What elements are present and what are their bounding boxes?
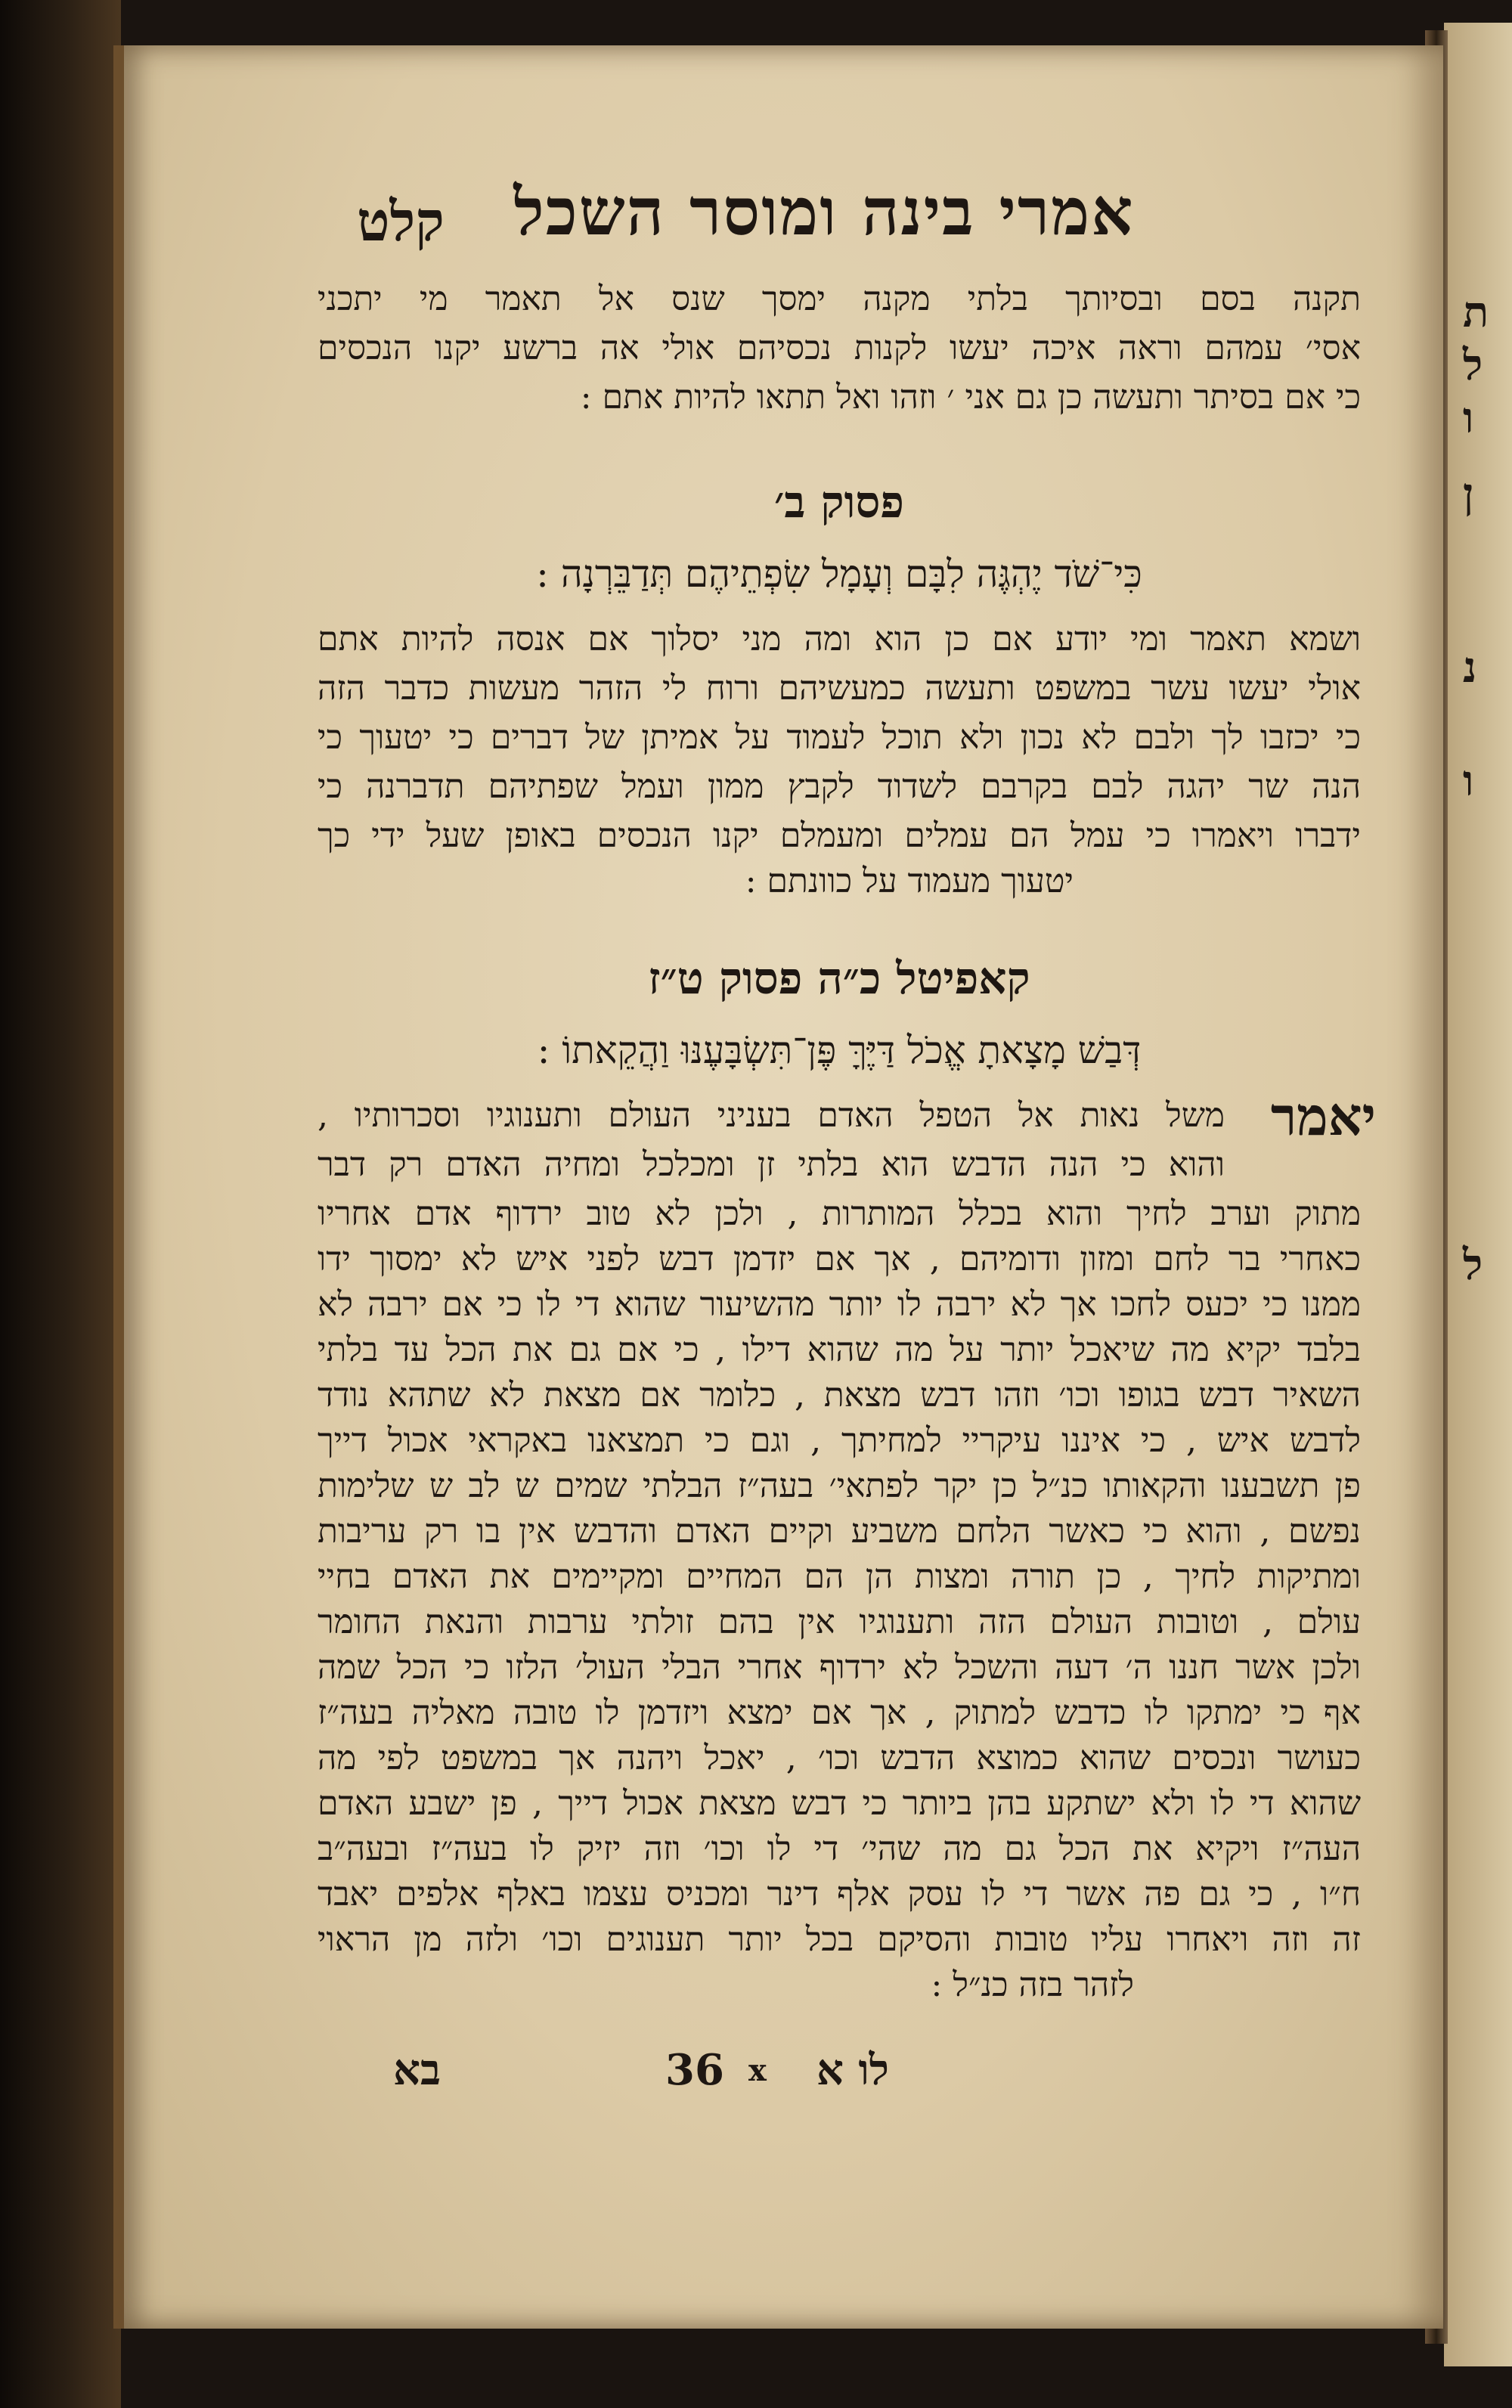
commentary-line: העה״ז ויקיא את הכל גם מה שהי׳ די לו וכו׳ וזה יזיק לו בעה״ז ובעה״ב (318, 1830, 1361, 1868)
commentary-line: ממנו כי יכעס לחכו אך לא ירבה לו יותר מהשיעור שהוא די לו כי אם ירבה לא (318, 1285, 1361, 1324)
opening-word: יאמר (1270, 1085, 1376, 1148)
catchword: בא (393, 2045, 441, 2095)
signature-mark: לו א (816, 2045, 889, 2095)
commentary-line: לדבש איש , כי איננו עיקריי למחיתך , וגם כי תמצאנו באקראי אכול דייך (318, 1421, 1361, 1460)
facing-page-letter: ל (1463, 1240, 1483, 1290)
commentary-line: בלבד יקיא מה שיאכל יותר על מה שהוא דילו , כי אם גם את הכל עד בלתי (318, 1331, 1361, 1369)
facing-page-letter: ו (1463, 756, 1474, 806)
commentary-line: לזהר בזה כנ״ל : (931, 1966, 1134, 2004)
commentary-line: ולכן אשר חננו ה׳ דעה והשכל לא ירדוף אחרי הבלי העול׳ הלזו כי הכל שמה (318, 1648, 1361, 1687)
folio-number: קלט (357, 189, 445, 253)
commentary-line: פן תשבענו והקאותו כנ״ל כן יקר לפתאי׳ בעה״ז הבלתי שמים ש לב ש שלימות (318, 1467, 1361, 1505)
verse-text: דְּבַשׁ מָצָאתָ אֱכֹל דַּיֶּךָּ פֶּן־תִּשְׂבָּעֶנּוּ וַהֲקֵאתוֹ : (537, 1028, 1142, 1072)
commentary-line: השאיר דבש בגופו וכו׳ וזהו דבש מצאת , כלומר אם מצאת לא שתהא נודד (318, 1376, 1361, 1415)
page-number: 36 (665, 2045, 724, 2095)
commentary-line: ושמא תאמר ומי יודע אם כן הוא ומה מני יסלוך אם אנסה להיות אתם (318, 620, 1361, 659)
commentary-line: ידברו ויאמרו כי עמל הם עמלים ומעמלם יקנו הנכסים באופן שעל ידי כך (318, 817, 1361, 855)
signature-x: x (748, 2053, 767, 2088)
book-spine (0, 0, 121, 2408)
facing-page-letter: ן (1463, 469, 1474, 519)
commentary-line: כי יכזבו לך ולבם לא נכון ולא תוכל לעמוד על אמיתן של דברים כי יטעוך כי (318, 718, 1361, 757)
intro-line: תקנה בסם ובסיותך בלתי מקנה ימסך שנס אל תאמר מי יתכני (318, 280, 1361, 318)
commentary-line: הנה שר יהגה לבם בקרבם לשדוד לקבץ ממון ועמל שפתיהם תדברנה כי (318, 767, 1361, 806)
commentary-line: כעושר ונכסים שהוא כמוצא הדבש וכו׳ , יאכל ויהנה אך במשפט לפי מה (318, 1739, 1361, 1777)
intro-line: כי אם בסיתר ותעשה כן גם אני ׳ וזהו ואל תתאו להיות אתם : (580, 378, 1361, 417)
facing-page-letter: ו (1463, 393, 1474, 443)
commentary-line: נפשם , והוא כי כאשר הלחם משביע וקיים האדם והדבש אין בו רק עריבות (318, 1512, 1361, 1551)
commentary-line: זה וזה ויאחרו עליו טובות והסיקם בכל יותר תענוגים וכו׳ ולזה מן הראוי (318, 1920, 1361, 1959)
verse-text: כִּי־שֹׁד יֶהְגֶּה לִבָּם וְעָמָל שִׂפְתֵיהֶם תְּדַבֵּרְנָה : (536, 552, 1142, 596)
commentary-line: משל נאות אל הטפל האדם בעניני העולם ותענוגיו וסכרותיו , (318, 1096, 1225, 1135)
chapter-heading: קאפיטל כ״ה פסוק ט״ז (648, 953, 1030, 1004)
commentary-line: ח״ו , כי גם פה אשר די לו עסק אלף דינר ומכניס עצמו באלף אלפים יאבד (318, 1875, 1361, 1914)
commentary-line: והוא כי הנה הדבש הוא בלתי זן ומכלכל ומחיה האדם רק דבר (318, 1145, 1225, 1184)
facing-page-letter: ת (1463, 287, 1489, 337)
facing-page-letter: נ (1463, 643, 1477, 693)
commentary-line: ומתיקות לחיך , כן תורה ומצות הן הם המחיים ומקיימים את האדם בחיי (318, 1557, 1361, 1596)
facing-page-letter: ל (1463, 340, 1483, 390)
commentary-line: עולם , וטובות העולם הזה ותענוגיו אין בהם זולתי ערבות והנאת החומר (318, 1603, 1361, 1641)
commentary-line: כאחרי בר לחם ומזון ודומיהם , אך אם יזדמן דבש לפני איש לא ימסוך ידו (318, 1240, 1361, 1278)
running-title: אמרי בינה ומוסר השכל (513, 174, 1135, 250)
section-heading: פסוק ב׳ (774, 476, 904, 528)
commentary-line: שהוא די לו ולא ישתקע בהן ביותר כי דבש מצאת אכול דייך , פן ישבע האדם (318, 1784, 1361, 1823)
intro-line: אסי׳ עמהם וראה איכה יעשו לקנות נכסיהם אולי אה ברשע יקנו הנכסים (318, 329, 1361, 367)
commentary-line: אולי יעשו עשר במשפט ותעשה כמעשיהם ורוח לי הזהר מעשות כדבר הזה (318, 669, 1361, 708)
commentary-line: אף כי ימתקו לו כדבש למתוק , אך אם ימצא ויזדמן לו טובה מאליה בעה״ז (318, 1694, 1362, 1732)
commentary-line: מתוק וערב לחיך והוא בכלל המותרות , ולכן לא טוב ירדוף אדם אחריו (318, 1195, 1361, 1233)
commentary-line: יטעוך מעמוד על כוונתם : (745, 862, 1074, 900)
